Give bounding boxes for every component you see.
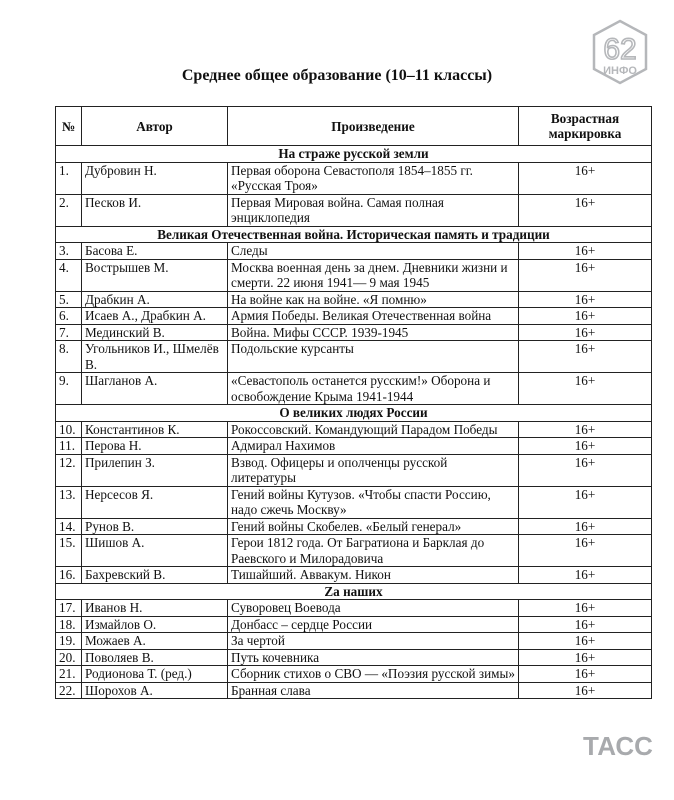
row-number: 11. (56, 438, 82, 455)
row-work: Гений войны Кутузов. «Чтобы спасти Россию, надо сжечь Москву» (228, 486, 519, 518)
row-work: Первая Мировая война. Самая полная энциклопедия (228, 194, 519, 226)
row-author: Перова Н. (82, 438, 228, 455)
row-number: 5. (56, 291, 82, 308)
row-age-rating: 16+ (519, 666, 652, 683)
row-work: Армия Победы. Великая Отечественная война (228, 308, 519, 325)
row-work: Герои 1812 года. От Багратиона и Барклая до Раевского и Милорадовича (228, 535, 519, 567)
row-age-rating: 16+ (519, 518, 652, 535)
row-author: Дубровин Н. (82, 162, 228, 194)
section-title: Zа наших (56, 583, 652, 600)
header-age: Возрастная маркировка (519, 107, 652, 146)
table-row (56, 600, 652, 617)
book-list-table (55, 106, 652, 699)
table-header-row (56, 107, 652, 146)
table-row (56, 291, 652, 308)
table-row (56, 308, 652, 325)
row-number: 9. (56, 373, 82, 405)
row-age-rating: 16+ (519, 291, 652, 308)
row-age-rating: 16+ (519, 682, 652, 699)
row-number: 15. (56, 535, 82, 567)
row-number: 22. (56, 682, 82, 699)
62-info-logo (590, 19, 650, 85)
table-row (56, 666, 652, 683)
section-title: Великая Отечественная война. Историческая память и традиции (56, 226, 652, 243)
row-number: 4. (56, 259, 82, 291)
table-row (56, 341, 652, 373)
row-age-rating: 16+ (519, 649, 652, 666)
header-num: № (56, 107, 82, 146)
row-author: Басова Е. (82, 243, 228, 260)
row-number: 18. (56, 616, 82, 633)
table-row (56, 567, 652, 584)
row-number: 13. (56, 486, 82, 518)
row-work: Война. Мифы СССР. 1939-1945 (228, 324, 519, 341)
row-number: 3. (56, 243, 82, 260)
row-work: Донбасс – сердце России (228, 616, 519, 633)
row-number: 19. (56, 633, 82, 650)
row-work: Тишайший. Аввакум. Никон (228, 567, 519, 584)
table-row (56, 616, 652, 633)
row-age-rating: 16+ (519, 454, 652, 486)
row-number: 7. (56, 324, 82, 341)
row-number: 14. (56, 518, 82, 535)
section-title: О великих людях России (56, 405, 652, 422)
row-number: 12. (56, 454, 82, 486)
document-title: Среднее общее образование (10–11 классы) (181, 67, 493, 84)
row-age-rating: 16+ (519, 600, 652, 617)
table-row (56, 243, 652, 260)
row-age-rating: 16+ (519, 616, 652, 633)
row-work: Адмирал Нахимов (228, 438, 519, 455)
row-author: Измайлов О. (82, 616, 228, 633)
row-age-rating: 16+ (519, 341, 652, 373)
row-author: Поволяев В. (82, 649, 228, 666)
row-work: Подольские курсанты (228, 341, 519, 373)
row-work: Путь кочевника (228, 649, 519, 666)
row-work: Сборник стихов о СВО — «Поэзия русской зимы» (228, 666, 519, 683)
table-row (56, 535, 652, 567)
table-row (56, 259, 652, 291)
row-author: Шорохов А. (82, 682, 228, 699)
header-author: Автор (82, 107, 228, 146)
row-age-rating: 16+ (519, 308, 652, 325)
header-work: Произведение (228, 107, 519, 146)
table-row (56, 162, 652, 194)
row-age-rating: 16+ (519, 194, 652, 226)
row-author: Исаев А., Драбкин А. (82, 308, 228, 325)
row-age-rating: 16+ (519, 324, 652, 341)
table-row (56, 518, 652, 535)
row-work: Москва военная день за днем. Дневники жизни и смерти. 22 июня 1941— 9 мая 1945 (228, 259, 519, 291)
row-author: Бахревский В. (82, 567, 228, 584)
row-author: Прилепин З. (82, 454, 228, 486)
row-work: За чертой (228, 633, 519, 650)
row-author: Драбкин А. (82, 291, 228, 308)
row-work: Рокоссовский. Командующий Парадом Победы (228, 421, 519, 438)
row-work: «Севастополь останется русским!» Оборона и освобождение Крыма 1941-1944 (228, 373, 519, 405)
row-author: Константинов К. (82, 421, 228, 438)
row-author: Вострышев М. (82, 259, 228, 291)
logo-text: ИНФО (603, 65, 637, 77)
table-row (56, 373, 652, 405)
row-author: Родионова Т. (ред.) (82, 666, 228, 683)
row-author: Рунов В. (82, 518, 228, 535)
row-work: Гений войны Скобелев. «Белый генерал» (228, 518, 519, 535)
table-row (56, 486, 652, 518)
row-number: 1. (56, 162, 82, 194)
row-author: Мединский В. (82, 324, 228, 341)
row-age-rating: 16+ (519, 162, 652, 194)
table-row (56, 324, 652, 341)
row-number: 10. (56, 421, 82, 438)
row-work: Взвод. Офицеры и ополченцы русской литературы (228, 454, 519, 486)
row-number: 8. (56, 341, 82, 373)
logo-number: 62 (603, 33, 637, 66)
row-work: Первая оборона Севастополя 1854–1855 гг. «Русская Троя» (228, 162, 519, 194)
row-number: 16. (56, 567, 82, 584)
table-row (56, 194, 652, 226)
row-age-rating: 16+ (519, 633, 652, 650)
row-age-rating: 16+ (519, 259, 652, 291)
section-row (56, 226, 652, 243)
section-title: На страже русской земли (56, 146, 652, 163)
row-work: На войне как на войне. «Я помню» (228, 291, 519, 308)
table-body (56, 146, 652, 699)
row-age-rating: 16+ (519, 421, 652, 438)
row-number: 2. (56, 194, 82, 226)
row-age-rating: 16+ (519, 373, 652, 405)
row-author: Угольников И., Шмелёв В. (82, 341, 228, 373)
table-row (56, 421, 652, 438)
row-author: Шишов А. (82, 535, 228, 567)
row-author: Нерсесов Я. (82, 486, 228, 518)
row-work: Бранная слава (228, 682, 519, 699)
row-age-rating: 16+ (519, 486, 652, 518)
row-age-rating: 16+ (519, 535, 652, 567)
row-author: Песков И. (82, 194, 228, 226)
row-age-rating: 16+ (519, 567, 652, 584)
row-work: Следы (228, 243, 519, 260)
row-author: Шагланов А. (82, 373, 228, 405)
section-row (56, 583, 652, 600)
table-row (56, 649, 652, 666)
section-row (56, 405, 652, 422)
row-number: 17. (56, 600, 82, 617)
row-number: 21. (56, 666, 82, 683)
section-row (56, 146, 652, 163)
row-author: Можаев А. (82, 633, 228, 650)
table-row (56, 682, 652, 699)
table-row (56, 438, 652, 455)
row-age-rating: 16+ (519, 243, 652, 260)
row-number: 20. (56, 649, 82, 666)
table-row (56, 454, 652, 486)
row-author: Иванов Н. (82, 600, 228, 617)
tass-watermark: ТАСС (583, 731, 653, 761)
row-age-rating: 16+ (519, 438, 652, 455)
row-number: 6. (56, 308, 82, 325)
row-work: Суворовец Воевода (228, 600, 519, 617)
table-row (56, 633, 652, 650)
